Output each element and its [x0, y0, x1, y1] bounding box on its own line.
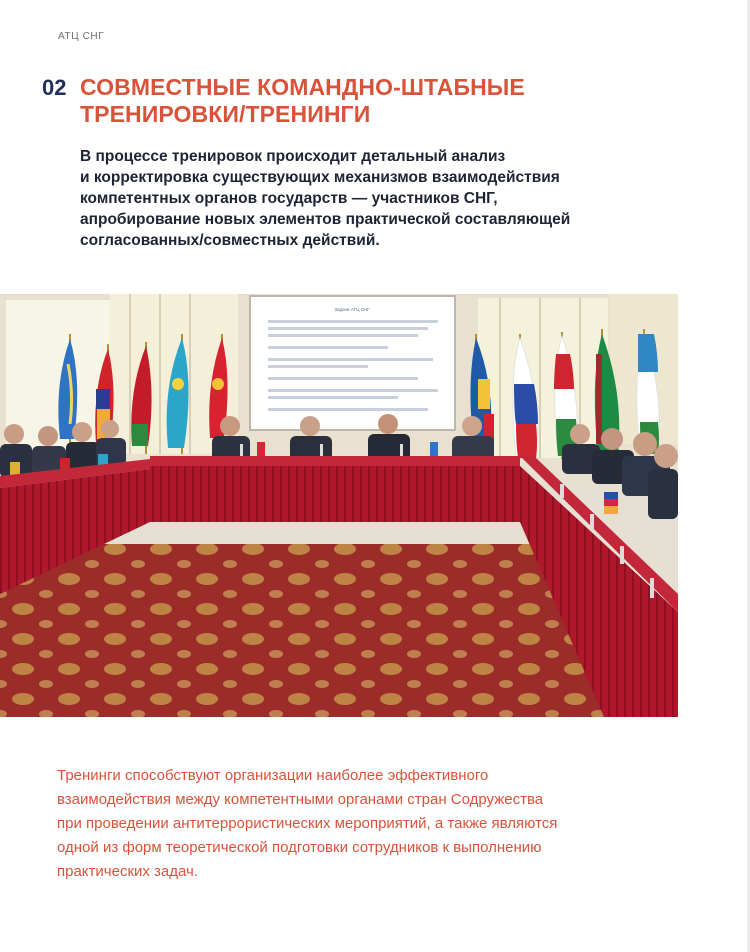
body-line: при проведении антитеррористических мероприятий, а также являются — [57, 815, 558, 832]
section-title-line-2: ТРЕНИРОВКИ/ТРЕНИНГИ — [80, 101, 371, 127]
lead-paragraph — [80, 146, 680, 251]
screen-heading: Задачи АТЦ СНГ — [334, 307, 370, 312]
lead-line: и корректировка существующих механизмов взаимодействия — [80, 169, 560, 186]
body-paragraph — [57, 764, 677, 884]
lead-line: В процессе тренировок происходит детальный анализ — [80, 148, 506, 165]
section-number: 02 — [42, 75, 67, 100]
lead-line: компетентных органов государств — участников СНГ, — [80, 190, 498, 207]
lead-line: апробирование новых элементов практической составляющей — [80, 211, 571, 228]
meeting-photo-illustration — [0, 294, 678, 717]
body-line: практических задач. — [57, 863, 199, 880]
body-line: Тренинги способствуют организации наиболее эффективного — [57, 767, 489, 784]
body-line: взаимодействия между компетентными органами стран Содружества — [57, 791, 544, 808]
section-title — [80, 74, 640, 128]
header-label: АТЦ СНГ — [58, 31, 105, 42]
meeting-photo — [0, 294, 678, 717]
body-line: одной из форм теоретической подготовки сотрудников к выполнению — [57, 839, 542, 856]
lead-line: согласованных/совместных действий. — [80, 232, 380, 249]
section-title-line-1: СОВМЕСТНЫЕ КОМАНДНО-ШТАБНЫЕ — [80, 74, 525, 100]
